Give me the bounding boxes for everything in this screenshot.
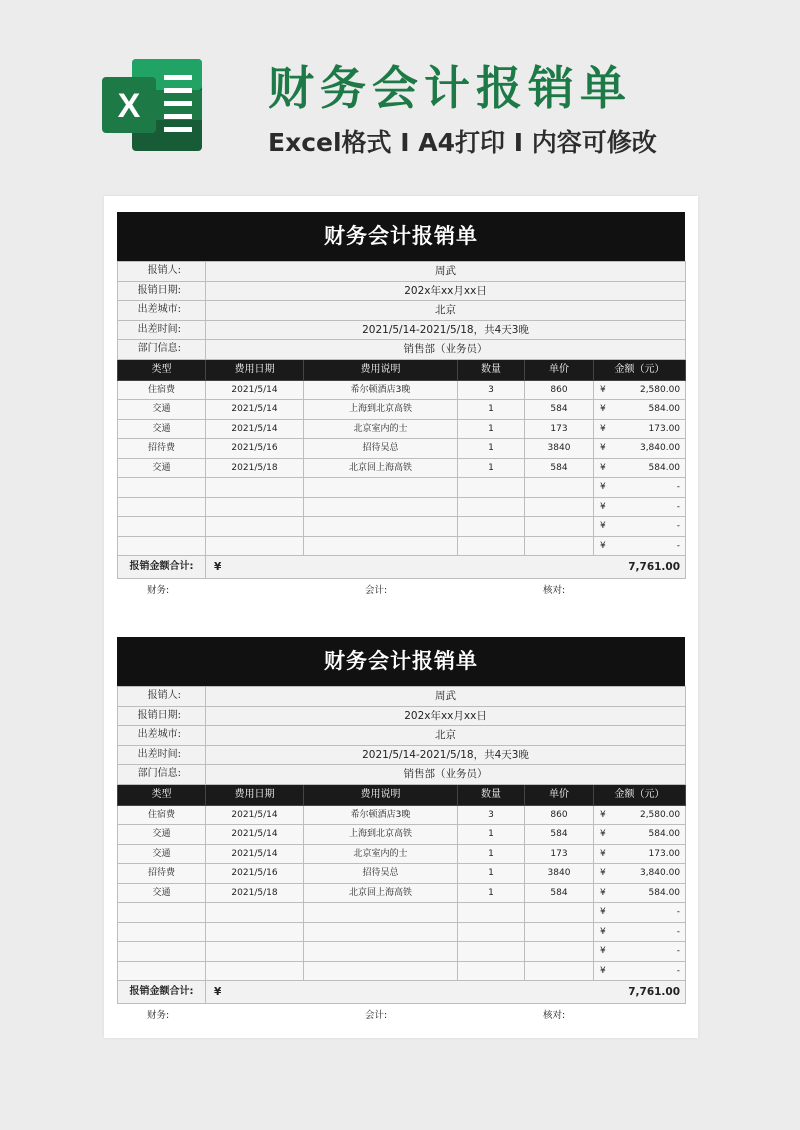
info-value[interactable]: 北京 [206, 301, 686, 321]
table-row [118, 458, 686, 478]
currency-symbol: ¥ [600, 926, 606, 937]
table-row [118, 478, 686, 498]
table-row [118, 864, 686, 884]
table-row [118, 961, 686, 981]
cell-amount[interactable] [594, 419, 686, 439]
cell-type[interactable]: 交通 [118, 883, 206, 903]
cell-quantity[interactable] [458, 536, 525, 556]
cell-quantity[interactable] [458, 942, 525, 962]
cell-quantity[interactable]: 1 [458, 825, 525, 845]
cell-amount[interactable] [594, 478, 686, 498]
amount-value: 2,580.00 [639, 384, 681, 395]
info-row [118, 726, 686, 746]
accounting-signature-label: 会计: [365, 1010, 388, 1021]
cell-type[interactable] [118, 961, 206, 981]
table-row [118, 883, 686, 903]
cell-amount[interactable] [594, 805, 686, 825]
cell-type[interactable] [118, 942, 206, 962]
cell-unit-price[interactable]: 860 [525, 380, 594, 400]
cell-date[interactable]: 2021/5/18 [206, 458, 304, 478]
cell-description[interactable] [304, 903, 458, 923]
reimbursement-form [117, 637, 685, 1024]
table-row [118, 922, 686, 942]
total-label: 报销金额合计: [118, 556, 206, 579]
amount-value: - [676, 501, 681, 512]
cell-description[interactable] [304, 922, 458, 942]
currency-symbol: ¥ [600, 423, 606, 434]
cell-date[interactable] [206, 497, 304, 517]
total-amount [206, 556, 686, 579]
currency-symbol: ¥ [600, 809, 606, 820]
cell-type[interactable] [118, 922, 206, 942]
info-row [118, 301, 686, 321]
amount-value: 2,580.00 [639, 809, 681, 820]
cell-quantity[interactable]: 1 [458, 439, 525, 459]
table-row [118, 825, 686, 845]
cell-amount[interactable] [594, 922, 686, 942]
table-row [118, 380, 686, 400]
reimbursement-table [117, 686, 686, 1004]
info-value[interactable]: 北京 [206, 726, 686, 746]
table-row [118, 497, 686, 517]
cell-unit-price[interactable]: 3840 [525, 864, 594, 884]
table-header [118, 784, 686, 805]
cell-quantity[interactable] [458, 903, 525, 923]
table-row [118, 844, 686, 864]
total-row [118, 981, 686, 1004]
amount-value: 584.00 [648, 462, 681, 473]
info-row [118, 765, 686, 785]
page-subtitle: Excel格式 I A4打印 I 内容可修改 [268, 128, 657, 157]
total-label: 报销金额合计: [118, 981, 206, 1004]
info-row [118, 745, 686, 765]
column-header: 数量 [458, 784, 525, 805]
cell-unit-price[interactable] [525, 922, 594, 942]
cell-amount[interactable] [594, 439, 686, 459]
currency-symbol: ¥ [600, 462, 606, 473]
currency-symbol: ¥ [600, 501, 606, 512]
info-label: 出差城市: [118, 301, 206, 321]
cell-type[interactable]: 住宿费 [118, 805, 206, 825]
cell-type[interactable]: 招待费 [118, 439, 206, 459]
info-label: 出差时间: [118, 745, 206, 765]
cell-amount[interactable] [594, 517, 686, 537]
cell-quantity[interactable]: 1 [458, 458, 525, 478]
cell-quantity[interactable]: 1 [458, 400, 525, 420]
amount-value: 3,840.00 [639, 868, 681, 879]
column-header: 费用说明 [304, 359, 458, 380]
cell-description[interactable] [304, 517, 458, 537]
cell-amount[interactable] [594, 380, 686, 400]
cell-type[interactable]: 交通 [118, 419, 206, 439]
cell-unit-price[interactable] [525, 536, 594, 556]
cell-date[interactable]: 2021/5/14 [206, 844, 304, 864]
cell-quantity[interactable]: 1 [458, 864, 525, 884]
table-header [118, 359, 686, 380]
cell-date[interactable] [206, 961, 304, 981]
currency-symbol: ¥ [600, 482, 606, 492]
amount-value: 584.00 [648, 404, 681, 415]
table-row [118, 400, 686, 420]
cell-description[interactable]: 北京室内的士 [304, 844, 458, 864]
cell-quantity[interactable] [458, 961, 525, 981]
currency-symbol: ¥ [600, 965, 606, 976]
cell-amount[interactable] [594, 864, 686, 884]
cell-type[interactable]: 交通 [118, 844, 206, 864]
column-header: 类型 [118, 784, 206, 805]
form-title: 财务会计报销单 [117, 637, 685, 686]
cell-type[interactable] [118, 497, 206, 517]
info-label: 出差时间: [118, 320, 206, 340]
cell-unit-price[interactable]: 173 [525, 419, 594, 439]
currency-symbol: ¥ [600, 829, 606, 839]
cell-amount[interactable] [594, 400, 686, 420]
form-title: 财务会计报销单 [117, 212, 685, 261]
column-header: 金额（元） [594, 359, 686, 380]
info-label: 报销日期: [118, 281, 206, 301]
cell-type[interactable] [118, 478, 206, 498]
column-header: 金额（元） [594, 784, 686, 805]
cell-description[interactable]: 招待吴总 [304, 864, 458, 884]
info-value[interactable]: 202x年xx月xx日 [206, 706, 686, 726]
info-row [118, 281, 686, 301]
info-label: 部门信息: [118, 765, 206, 785]
total-amount [206, 981, 686, 1004]
amount-value: - [676, 926, 681, 937]
currency-symbol: ¥ [600, 946, 606, 956]
total-value: 7,761.00 [628, 986, 681, 998]
cell-description[interactable] [304, 497, 458, 517]
cell-date[interactable]: 2021/5/14 [206, 419, 304, 439]
table-row [118, 903, 686, 923]
amount-value: 173.00 [648, 848, 681, 859]
cell-amount[interactable] [594, 497, 686, 517]
cell-type[interactable]: 交通 [118, 825, 206, 845]
info-row [118, 687, 686, 707]
cell-amount[interactable] [594, 825, 686, 845]
cell-quantity[interactable]: 1 [458, 419, 525, 439]
cell-unit-price[interactable]: 860 [525, 805, 594, 825]
info-value[interactable]: 销售部（业务员） [206, 765, 686, 785]
cell-unit-price[interactable]: 584 [525, 825, 594, 845]
total-row [118, 556, 686, 579]
info-label: 出差城市: [118, 726, 206, 746]
cell-type[interactable]: 住宿费 [118, 380, 206, 400]
info-value[interactable]: 周武 [206, 262, 686, 282]
reimbursement-form [117, 212, 685, 599]
currency-symbol: ¥ [600, 868, 606, 878]
cell-description[interactable]: 上海到北京高铁 [304, 400, 458, 420]
amount-value: - [676, 482, 681, 493]
cell-amount[interactable] [594, 942, 686, 962]
column-header: 类型 [118, 359, 206, 380]
info-label: 报销人: [118, 262, 206, 282]
table-row [118, 517, 686, 537]
finance-signature-label: 财务: [147, 1010, 170, 1021]
cell-description[interactable] [304, 961, 458, 981]
cell-date[interactable]: 2021/5/18 [206, 883, 304, 903]
currency-symbol: ¥ [600, 907, 606, 917]
amount-value: - [676, 521, 681, 532]
cell-quantity[interactable] [458, 517, 525, 537]
cell-unit-price[interactable]: 584 [525, 883, 594, 903]
cell-description[interactable]: 希尔顿酒店3晚 [304, 380, 458, 400]
amount-value: - [676, 907, 681, 918]
cell-date[interactable] [206, 478, 304, 498]
cell-date[interactable] [206, 942, 304, 962]
signature-line [117, 1004, 685, 1024]
cell-description[interactable]: 北京回上海高铁 [304, 458, 458, 478]
cell-date[interactable] [206, 903, 304, 923]
amount-value: - [676, 946, 681, 957]
cell-unit-price[interactable] [525, 903, 594, 923]
info-label: 部门信息: [118, 340, 206, 360]
svg-text:X: X [117, 87, 141, 125]
table-row [118, 942, 686, 962]
currency-symbol: ¥ [214, 561, 222, 573]
currency-symbol: ¥ [600, 521, 606, 531]
cell-quantity[interactable]: 1 [458, 883, 525, 903]
excel-logo-icon [100, 55, 204, 155]
amount-value: 173.00 [648, 423, 681, 434]
cell-unit-price[interactable] [525, 517, 594, 537]
cell-description[interactable] [304, 478, 458, 498]
cell-amount[interactable] [594, 883, 686, 903]
info-value[interactable]: 销售部（业务员） [206, 340, 686, 360]
table-row [118, 439, 686, 459]
cell-unit-price[interactable]: 3840 [525, 439, 594, 459]
cell-unit-price[interactable]: 584 [525, 400, 594, 420]
cell-amount[interactable] [594, 844, 686, 864]
column-header: 费用日期 [206, 359, 304, 380]
currency-symbol: ¥ [600, 384, 606, 395]
amount-value: - [676, 540, 681, 551]
cell-amount[interactable] [594, 961, 686, 981]
currency-symbol: ¥ [600, 887, 606, 898]
column-header: 单价 [525, 359, 594, 380]
column-header: 数量 [458, 359, 525, 380]
cell-date[interactable]: 2021/5/16 [206, 439, 304, 459]
cell-type[interactable]: 交通 [118, 400, 206, 420]
cell-date[interactable]: 2021/5/14 [206, 380, 304, 400]
cell-quantity[interactable]: 1 [458, 844, 525, 864]
signature-line [117, 579, 685, 599]
amount-value: 3,840.00 [639, 443, 681, 454]
cell-description[interactable] [304, 536, 458, 556]
cell-quantity[interactable] [458, 497, 525, 517]
cell-description[interactable] [304, 942, 458, 962]
cell-date[interactable] [206, 536, 304, 556]
cell-amount[interactable] [594, 536, 686, 556]
cell-description[interactable]: 招待吴总 [304, 439, 458, 459]
cell-description[interactable]: 北京回上海高铁 [304, 883, 458, 903]
cell-date[interactable]: 2021/5/16 [206, 864, 304, 884]
info-row [118, 340, 686, 360]
cell-quantity[interactable]: 3 [458, 380, 525, 400]
total-value: 7,761.00 [628, 561, 681, 573]
info-value[interactable]: 周武 [206, 687, 686, 707]
checker-signature-label: 核对: [543, 585, 566, 596]
cell-unit-price[interactable] [525, 478, 594, 498]
cell-date[interactable]: 2021/5/14 [206, 805, 304, 825]
cell-type[interactable] [118, 517, 206, 537]
info-label: 报销人: [118, 687, 206, 707]
amount-value: 584.00 [648, 829, 681, 840]
cell-quantity[interactable]: 3 [458, 805, 525, 825]
currency-symbol: ¥ [600, 404, 606, 414]
cell-unit-price[interactable]: 584 [525, 458, 594, 478]
cell-amount[interactable] [594, 458, 686, 478]
info-value[interactable]: 2021/5/14-2021/5/18，共4天3晚 [206, 745, 686, 765]
cell-date[interactable] [206, 922, 304, 942]
cell-amount[interactable] [594, 903, 686, 923]
table-row [118, 419, 686, 439]
cell-type[interactable] [118, 536, 206, 556]
reimbursement-table [117, 261, 686, 579]
cell-description[interactable]: 希尔顿酒店3晚 [304, 805, 458, 825]
cell-unit-price[interactable] [525, 961, 594, 981]
cell-quantity[interactable] [458, 922, 525, 942]
currency-symbol: ¥ [600, 443, 606, 453]
column-header: 单价 [525, 784, 594, 805]
column-header: 费用日期 [206, 784, 304, 805]
cell-unit-price[interactable]: 173 [525, 844, 594, 864]
checker-signature-label: 核对: [543, 1010, 566, 1021]
finance-signature-label: 财务: [147, 585, 170, 596]
cell-date[interactable] [206, 517, 304, 537]
info-value[interactable]: 2021/5/14-2021/5/18，共4天3晚 [206, 320, 686, 340]
table-row [118, 805, 686, 825]
cell-date[interactable]: 2021/5/14 [206, 825, 304, 845]
cell-quantity[interactable] [458, 478, 525, 498]
cell-type[interactable] [118, 903, 206, 923]
currency-symbol: ¥ [214, 986, 222, 998]
cell-type[interactable]: 招待费 [118, 864, 206, 884]
table-row [118, 536, 686, 556]
cell-description[interactable]: 上海到北京高铁 [304, 825, 458, 845]
cell-unit-price[interactable] [525, 497, 594, 517]
info-value[interactable]: 202x年xx月xx日 [206, 281, 686, 301]
document-page [104, 196, 698, 1038]
info-row [118, 262, 686, 282]
info-label: 报销日期: [118, 706, 206, 726]
currency-symbol: ¥ [600, 848, 606, 859]
amount-value: 584.00 [648, 887, 681, 898]
cell-unit-price[interactable] [525, 942, 594, 962]
column-header: 费用说明 [304, 784, 458, 805]
info-row [118, 320, 686, 340]
amount-value: - [676, 965, 681, 976]
info-row [118, 706, 686, 726]
currency-symbol: ¥ [600, 540, 606, 551]
cell-date[interactable]: 2021/5/14 [206, 400, 304, 420]
page-headline: 财务会计报销单 [268, 61, 632, 115]
cell-type[interactable]: 交通 [118, 458, 206, 478]
cell-description[interactable]: 北京室内的士 [304, 419, 458, 439]
accounting-signature-label: 会计: [365, 585, 388, 596]
